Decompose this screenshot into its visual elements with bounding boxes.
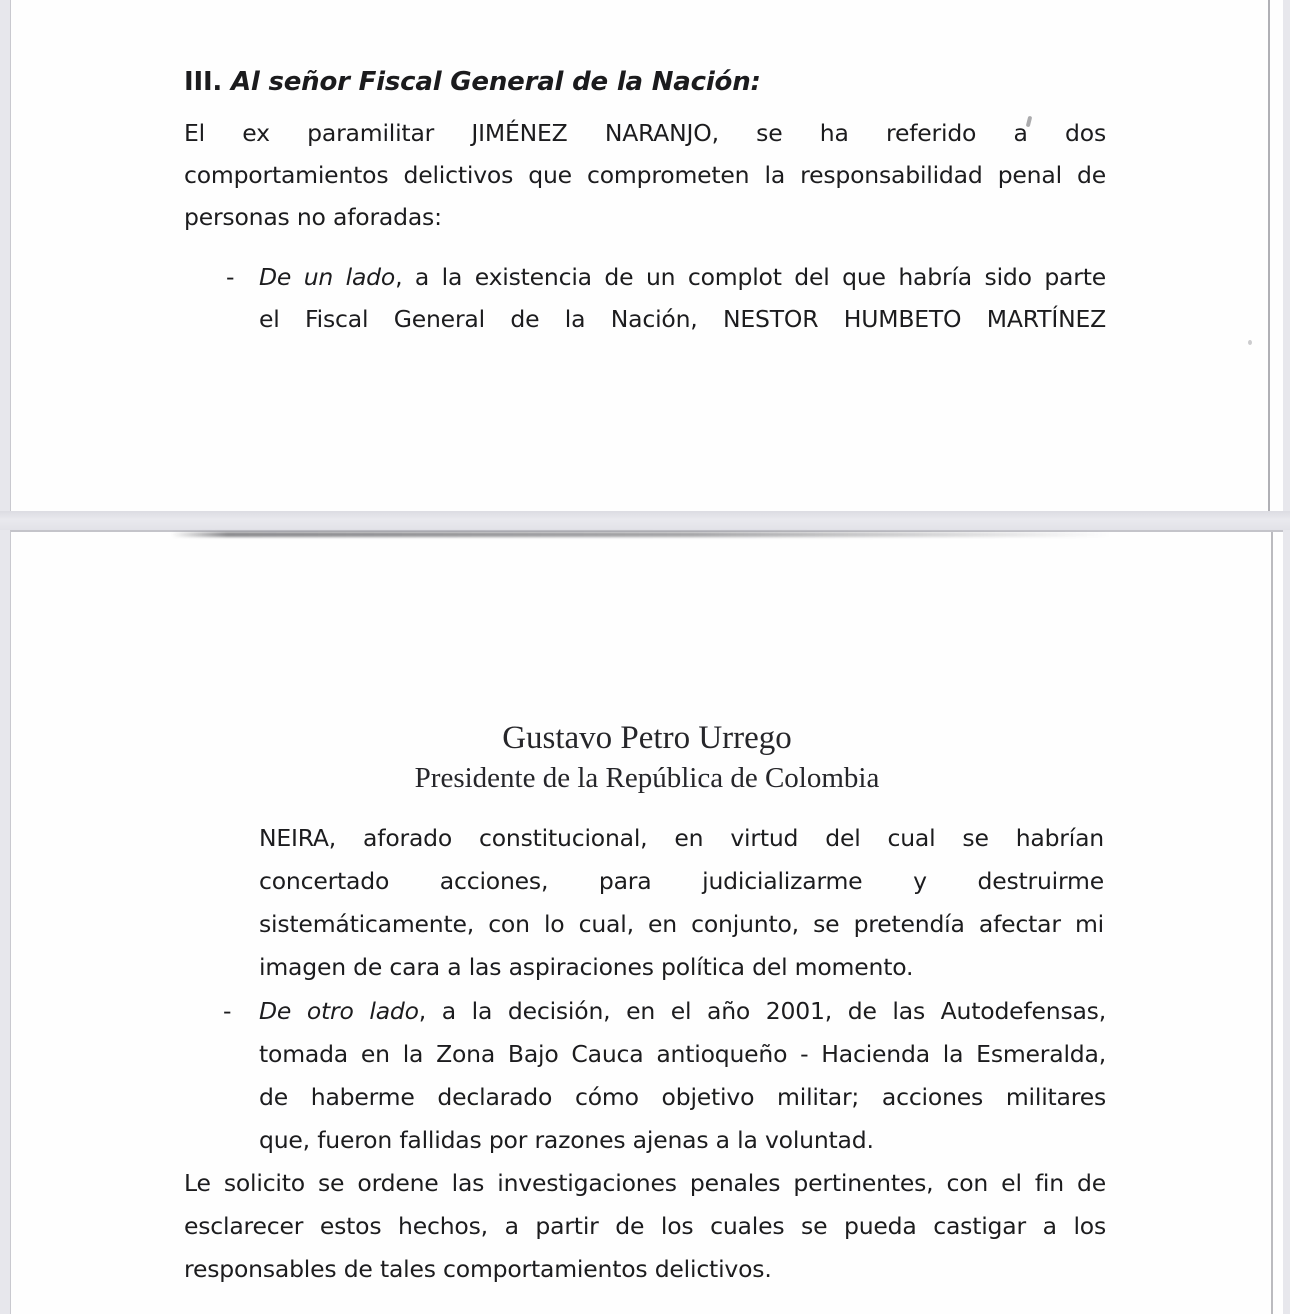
bullet-item-de-un-lado: [259, 256, 1106, 340]
page-gap: [0, 511, 1290, 530]
italic-lead-in: De un lado: [259, 263, 396, 291]
text-line: comportamientos delictivos que comprometen la responsabilidad penal de: [184, 161, 1106, 189]
signature-role: Presidente de la República de Colombia: [414, 762, 880, 794]
section-heading-number: III.: [184, 67, 223, 98]
text-line: personas no aforadas:: [184, 203, 442, 231]
text-line: esclarecer estos hechos, a partir de los cuales se pueda castigar a los: [184, 1212, 1106, 1240]
text-line: responsables de tales comportamientos delictivos.: [184, 1255, 772, 1283]
scan-speck: [1248, 340, 1252, 345]
text-line: De otro lado, a la decisión, en el año 2001, de las Autodefensas,: [259, 997, 1106, 1025]
text-line: NEIRA, aforado constitucional, en virtud del cual se habrían: [259, 824, 1104, 852]
section-heading: [184, 63, 761, 101]
text-line: concertado acciones, para judicializarme y destruirme: [259, 867, 1104, 895]
italic-lead-in: De otro lado: [259, 997, 419, 1025]
signature-name: Gustavo Petro Urrego: [502, 720, 792, 756]
text-line: tomada en la Zona Bajo Cauca antioqueño - Hacienda la Esmeralda,: [259, 1040, 1106, 1068]
text-line: el Fiscal General de la Nación, NESTOR HUMBETO MARTÍNEZ: [259, 305, 1106, 333]
paragraph-closing: [184, 1162, 1106, 1291]
scan-edge-line: [1271, 532, 1273, 1314]
text-line: de haberme declarado cómo objetivo militar; acciones militares: [259, 1083, 1106, 1111]
paragraph-neira-continuation: [259, 817, 1104, 989]
bullet-item-de-otro-lado: [259, 990, 1106, 1162]
paragraph-intro: [184, 112, 1106, 238]
bullet-dash-marker: -: [223, 997, 232, 1025]
document-page-2: [10, 530, 1283, 1314]
document-page-1: [10, 0, 1283, 513]
bullet-dash-marker: -: [226, 263, 235, 291]
section-heading-title: Al señor Fiscal General de la Nación:: [222, 67, 761, 98]
text-line: De un lado, a la existencia de un complot del que habría sido parte: [259, 263, 1106, 291]
text-line: Le solicito se ordene las investigaciones penales pertinentes, con el fin de: [184, 1169, 1106, 1197]
scan-edge-smudge: [171, 532, 1111, 537]
scan-edge-line: [1268, 0, 1270, 511]
text-line: que, fueron fallidas por razones ajenas a la voluntad.: [259, 1126, 874, 1154]
text-line: imagen de cara a las aspiraciones política del momento.: [259, 953, 914, 981]
text-line: sistemáticamente, con lo cual, en conjunto, se pretendía afectar mi: [259, 910, 1104, 938]
text-line: El ex paramilitar JIMÉNEZ NARANJO, se ha referido a dos: [184, 119, 1106, 147]
